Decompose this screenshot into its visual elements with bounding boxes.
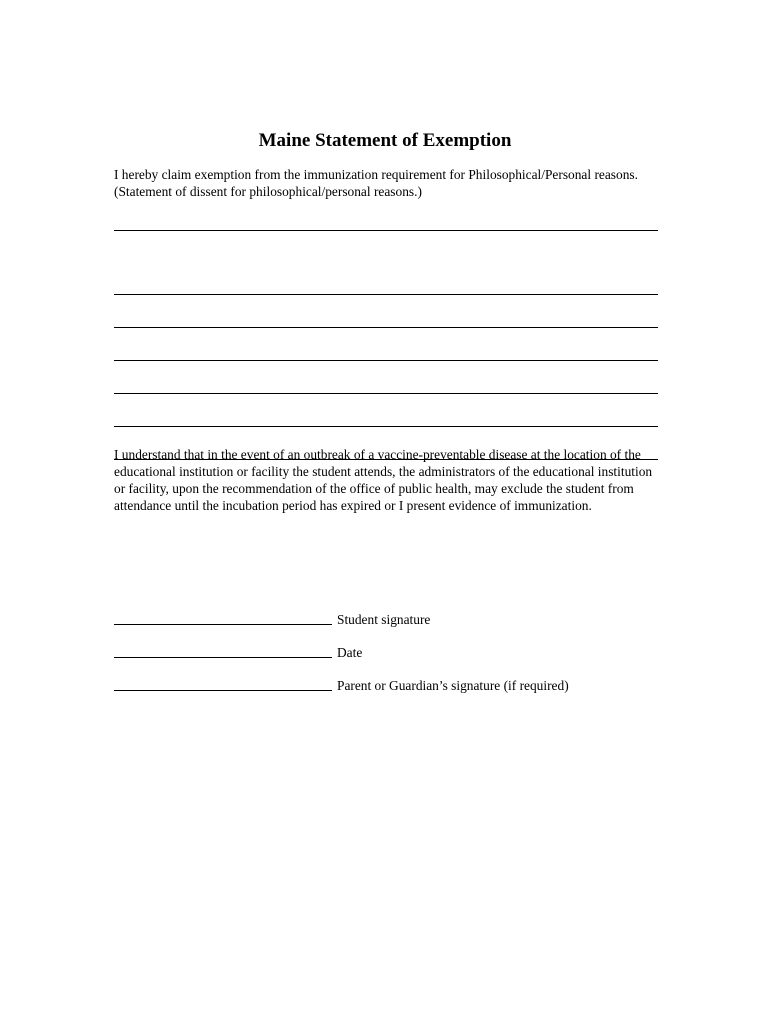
dissent-line-3[interactable]: [114, 296, 658, 328]
understanding-paragraph: I understand that in the event of an outbreak of a vaccine-preventable disease at the location of the educational institution or facility the student attends, the administrators of the educational institution or facility, upon the recommendation of the office of public health, may exclude the student from attendance until the incubation period has expired or I present evidence of immunization.: [114, 447, 653, 513]
dissent-statement-lines: [114, 230, 658, 461]
guardian-signature-field[interactable]: [114, 674, 332, 691]
date-row: [114, 641, 362, 661]
document-title: Maine Statement of Exemption: [258, 130, 512, 151]
date-label: Date: [337, 645, 363, 660]
dissent-line-4[interactable]: [114, 329, 658, 361]
student-signature-field[interactable]: [114, 608, 332, 625]
student-signature-label: Student signature: [337, 612, 431, 627]
date-field[interactable]: [114, 641, 332, 658]
student-signature-row: [114, 608, 430, 628]
dissent-line-2[interactable]: [114, 263, 658, 295]
dissent-line-1[interactable]: [114, 230, 658, 231]
guardian-signature-label: Parent or Guardian’s signature (if required): [337, 678, 569, 693]
claim-paragraph: I hereby claim exemption from the immunization requirement for Philosophical/Personal reasons. (Statement of dissent for philosophical/personal reasons.): [114, 167, 638, 199]
dissent-line-6[interactable]: [114, 395, 658, 427]
dissent-line-5[interactable]: [114, 362, 658, 394]
guardian-signature-row: [114, 674, 569, 694]
